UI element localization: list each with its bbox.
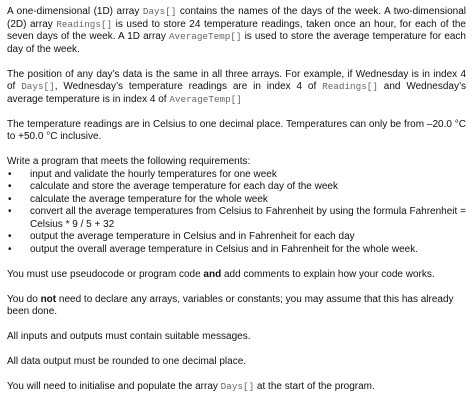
requirements-list [7,169,466,257]
paragraph-temperature-range: The temperature readings are in Celsius to one decimal place. Temperatures can only be from –20.0 °C to +50.0 °C inclusive. [7,118,466,142]
requirement-item: • calculate the average temperature for the whole week [7,194,466,207]
code-days: Days[] [220,381,255,392]
code-averagetemp: AverageTemp[] [169,93,242,105]
code-days: Days[] [142,6,177,17]
paragraph-pseudocode: You must use pseudocode or program code and add comments to explain how your code works. [7,268,435,280]
requirement-item: • output the average temperature in Celsius and in Fahrenheit for each day [7,231,466,244]
code-readings: Readings[] [322,81,378,92]
requirement-item: • convert all the average temperatures from Celsius to Fahrenheit by using the formula Fahrenheit = Celsius * 9 / 5 + 32 [7,206,466,231]
bold-and: and [203,268,222,280]
requirement-item: • output the overall average temperature in Celsius and in Fahrenheit for the whole week. [7,244,466,257]
code-days: Days[] [21,81,55,92]
requirement-item: • calculate and store the average temperature for each day of the week [7,181,466,194]
requirements-intro: Write a program that meets the following requirements: [7,156,251,167]
paragraph-rounding: All data output must be rounded to one decimal place. [7,356,247,367]
code-averagetemp: AverageTemp[] [168,31,242,42]
bold-not: not [40,293,57,305]
paragraph-messages: All inputs and outputs must contain suitable messages. [7,331,251,342]
paragraph-positions: The position of any day’s data is the same in all three arrays. For example, if Wednesday is in index 4 of Days[], Wednesday’s temperature readings are in index 4 of Readings[] and Wednesday’s average temperature is in index 4 of AverageTemp[] [7,68,466,105]
requirement-item: • input and validate the hourly temperatures for one week [7,169,466,182]
paragraph-no-declare: You do not need to declare any arrays, variables or constants; you may assume that this has already been done. [7,293,454,317]
paragraph-arrays-intro: A one-dimensional (1D) array Days[] contains the names of the days of the week. A two-dimensional (2D) array Readings[] is used to store 24 temperature readings, taken once an hour, for each of the seven days of the week. A 1D array AverageTemp[] is used to store the average temperature for each day of the week. [7,6,466,55]
code-readings: Readings[] [56,18,113,30]
paragraph-initialise: You will need to initialise and populate the array Days[] at the start of the program. [7,381,375,392]
